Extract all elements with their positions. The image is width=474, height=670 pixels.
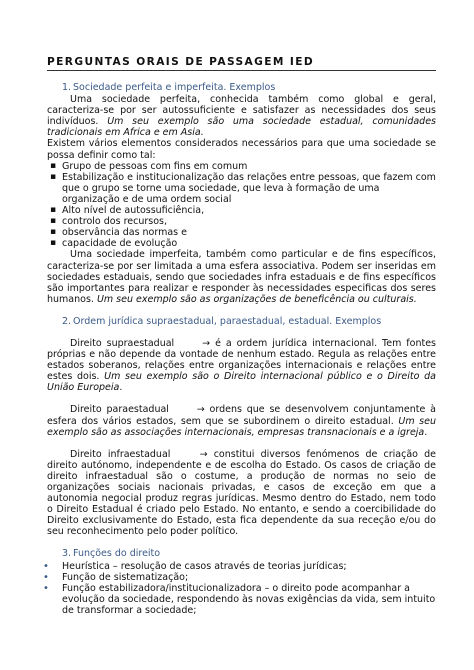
s1-paragraph-1 (47, 94, 436, 138)
list-item: • Heurística – resolução de casos através de teorias jurídicas; (47, 561, 436, 572)
list-item: ▪ Grupo de pessoas com fins em comum (47, 161, 436, 172)
s1-elements-list (47, 161, 436, 250)
list-item: • Função de sistematização; (47, 572, 436, 583)
s1-p1-example: Um seu exemplo são uma sociedade estadual, comunidades tradicionais em Africa e em Asia. (47, 116, 436, 139)
section-3-heading-text: Funções do direito (73, 548, 161, 560)
list-item: ▪ capacidade de evolução (47, 238, 436, 249)
s2-paragraph-1 (47, 338, 436, 393)
section-2-heading-text: Ordem jurídica supraestadual, paraestadual, estadual. Exemplos (73, 315, 382, 327)
s1-paragraph-3 (47, 249, 436, 304)
section-2-number: 2. (62, 315, 72, 327)
section-1-heading-text: Sociedade perfeita e imperfeita. Exemplos (73, 82, 276, 93)
s2-paragraph-3 (47, 449, 436, 538)
section-2-heading (62, 316, 436, 327)
s3-functions-list (47, 561, 436, 616)
s2-p1-period: . (119, 382, 123, 394)
s2-p1-example: Um seu exemplo são o Direito internacional público e o Direito da União Europeia (47, 371, 436, 394)
s2-p2-period: . (424, 426, 428, 438)
section-1-number: 1. (62, 82, 72, 93)
document-title: PERGUNTAS ORAIS DE PASSAGEM IED (47, 56, 436, 71)
list-item: ▪ observância das normas e (47, 227, 436, 238)
s2-p2-text: ordens que se desenvolvem conjuntamente à esfera dos vários estados, sem que se subordinem o direito estadual. (47, 404, 436, 427)
s2-p2-example: Um seu exemplo são as associações internacionais, empresas transnacionais e a igreja (47, 415, 436, 438)
s2-paragraph-2 (47, 404, 436, 437)
list-item: ▪ controlo dos recursos, (47, 216, 436, 227)
s1-paragraph-2: Existem vários elementos considerados necessários para que uma sociedade se possa definir como tal: (47, 138, 436, 161)
section-3-heading (62, 548, 436, 559)
s1-p3-text: Uma sociedade imperfeita, também como particular e de fins específicos, caracteriza-se por ser limitada a uma esfera associativa. Podem ser inseridas em sociedades estaduais, sendo que sociedades infra estaduais e de fins específicos são importantes para realizar e responder às necessidades especificas dos seres humanos. (47, 249, 436, 305)
arrow-right-icon: → (202, 337, 211, 349)
s1-p3-example: Um seu exemplo são as organizações de beneficência ou culturais. (96, 293, 417, 305)
list-item: ▪ Alto nível de autossuficiência, (47, 205, 436, 216)
s2-p2-term: Direito paraestadual (70, 404, 169, 416)
arrow-right-icon: → (199, 448, 208, 460)
s2-p1-text: é a ordem jurídica internacional. Tem fontes próprias e não depende da vontade de nenhum estado. Regula as relações entre estados soberanos, relações entre organizações internacionais e relações entre estes dois. (47, 337, 436, 383)
s2-p3-term: Direito infraestadual (70, 448, 171, 460)
s2-p3-text: constitui diversos fenómenos de criação de direito autónomo, independente e de escolha do Estado. Os casos de criação de direito infraestadual são o costume, a produção de normas no seio de organizações sociais nacionais privadas, e casos de exceção em que a autonomia negocial produz regras jurídicas. Mesmo dentro do Estado, nem todo o Direito Estadual é criado pelo Estado. No entanto, e sendo a coercibilidade do Direito exclusivamente do Estado, esta fica dependente da sua receção e/ou do seu reconhecimento pelo poder político. (47, 448, 437, 538)
list-item: ▪ Estabilização e institucionalização das relações entre pessoas, que fazem com que o grupo se torne uma sociedade, que leva à formação de uma organização e de uma ordem social (47, 172, 436, 205)
section-3-number: 3. (62, 548, 72, 560)
s1-p1-text: Uma sociedade perfeita, conhecida também como global e geral, caracteriza-se por ser autossuficiente e satisfazer as necessidades dos seus indivíduos. (47, 94, 436, 128)
list-item: • Função estabilizadora/institucionalizadora – o direito pode acompanhar a evolução da sociedade, respondendo às novas exigências da vida, sem intuito de transformar a sociedade; (47, 583, 436, 616)
arrow-right-icon: → (196, 404, 205, 416)
section-1-heading (62, 82, 436, 93)
s2-p1-term: Direito supraestadual (70, 337, 175, 349)
